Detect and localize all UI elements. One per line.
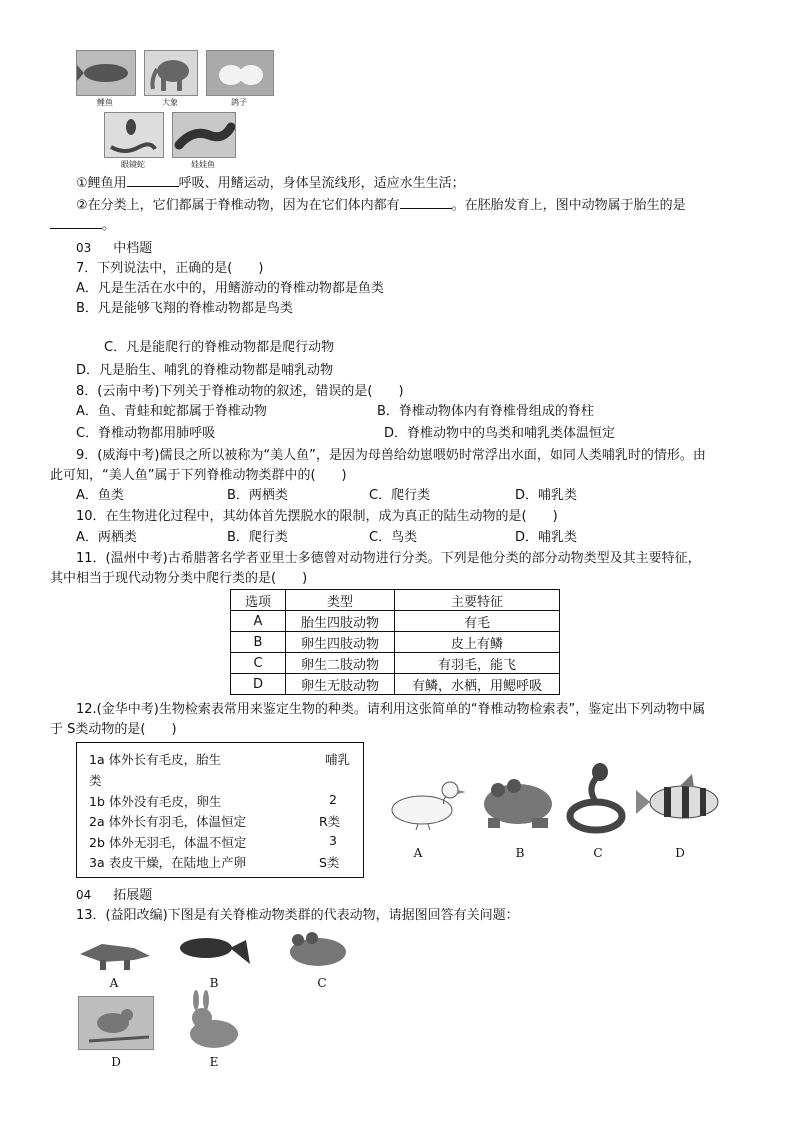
q6-line3: 。 [50, 216, 115, 235]
carp-image [76, 50, 136, 96]
key-row-result: 2 [329, 792, 337, 807]
table-row: A 胎生四肢动物 有毛 [231, 611, 560, 632]
giant-salamander-label: 娃娃鱼 [191, 160, 215, 169]
pigeon-label: 鸽子 [231, 98, 247, 107]
rabbit-image [180, 990, 248, 1052]
q6-line1: ①鲤鱼用 呼吸、用鳍运动，身体呈流线形，适应水生生活； [76, 176, 465, 191]
giant-salamander-image [172, 112, 236, 158]
option-label-a[interactable]: A [413, 846, 423, 860]
carp-image-2 [172, 928, 252, 974]
table-row: B 卵生四肢动物 皮上有鳞 [231, 632, 560, 653]
q13-label-e: E [209, 1055, 219, 1069]
pigeon-image [206, 50, 274, 96]
q10-option-b[interactable]: B．爬行类 [227, 530, 288, 545]
q9-option-a[interactable]: A．鱼类 [76, 488, 124, 503]
question-7-stem: 7．下列说法中，正确的是( ) [76, 261, 264, 276]
table-row: D 卵生无肢动物 有鳞，水栖，用鳃呼吸 [231, 674, 560, 695]
option-label-d[interactable]: D [675, 846, 685, 860]
answer-blank-3[interactable] [50, 216, 102, 229]
elephant-image [144, 50, 198, 96]
answer-blank-1[interactable] [127, 174, 179, 187]
q7-option-d[interactable]: D．凡是胎生、哺乳的脊椎动物都是哺乳动物 [76, 363, 334, 378]
question-10-stem: 10．在生物进化过程中，其幼体首先摆脱水的限制，成为真正的陆生动物的是( ) [76, 509, 558, 524]
question-12-line2: 于 S类动物的是( ) [50, 722, 177, 737]
key-row: 3a 表皮干燥，在陆地上产卵 [89, 855, 247, 870]
section-heading: 03 中档题 [76, 241, 153, 256]
question-11-line2: 其中相当于现代动物分类中爬行类的是( ) [50, 571, 308, 586]
q8-option-b[interactable]: B．脊椎动物体内有脊椎骨组成的脊柱 [377, 404, 594, 419]
snake-image [566, 762, 628, 836]
q9-option-b[interactable]: B．两栖类 [227, 488, 288, 503]
q8-option-d[interactable]: D．脊椎动物中的鸟类和哺乳类体温恒定 [384, 426, 616, 441]
key-row: 类 [89, 773, 102, 788]
question-12-line1: 12.(金华中考)生物检索表常用来鉴定生物的种类。请利用这张简单的“脊椎动物检索表”，鉴定出下列动物中属 [76, 702, 706, 717]
option-label-c[interactable]: C [593, 846, 603, 860]
duck-image [378, 772, 468, 832]
classification-table [230, 589, 560, 695]
q13-label-b: B [209, 976, 219, 990]
question-8-stem: 8．(云南中考)下列关于脊椎动物的叙述，错误的是( ) [76, 384, 404, 399]
elephant-label: 大象 [162, 98, 178, 107]
key-row-result: 哺乳 [325, 752, 351, 767]
fish-image [634, 770, 728, 836]
key-row: 1b 体外没有毛皮，卵生 [89, 794, 222, 809]
q10-option-a[interactable]: A．两栖类 [76, 530, 137, 545]
q9-option-d[interactable]: D．哺乳类 [515, 488, 578, 503]
q8-option-a[interactable]: A．鱼、青蛙和蛇都属于脊椎动物 [76, 404, 267, 419]
option-label-b[interactable]: B [515, 846, 525, 860]
cobra-label: 眼镜蛇 [121, 160, 145, 169]
question-9-line1: 9．(威海中考)儒艮之所以被称为“美人鱼”，是因为母兽给幼崽喂奶时常浮出水面，如同人类哺乳时的情形。由 [76, 448, 706, 463]
bird-image [78, 996, 154, 1050]
key-row: 2b 体外无羽毛，体温不恒定 [89, 835, 247, 850]
q13-label-c: C [317, 976, 327, 990]
section-heading: 04 拓展题 [76, 888, 153, 903]
key-row-result: 3 [329, 833, 337, 848]
q8-option-c[interactable]: C．脊椎动物都用肺呼吸 [76, 426, 216, 441]
q9-option-c[interactable]: C．爬行类 [369, 488, 431, 503]
q7-option-c[interactable]: C．凡是能爬行的脊椎动物都是爬行动物 [104, 340, 335, 355]
q13-label-d: D [111, 1055, 121, 1069]
table-row: C 卵生二肢动物 有羽毛，能飞 [231, 653, 560, 674]
vertebrate-key-box [76, 742, 364, 878]
answer-blank-2[interactable] [400, 196, 452, 209]
q7-option-b[interactable]: B．凡是能够飞翔的脊椎动物都是鸟类 [76, 301, 293, 316]
question-9-line2: 此可知，“美人鱼”属于下列脊椎动物类群中的( ) [50, 468, 347, 483]
key-row-result: S类 [319, 855, 340, 870]
question-11-line1: 11．(温州中考)古希腊著名学者亚里士多德曾对动物进行分类。下列是他分类的部分动物类型及其主要特征， [76, 551, 701, 566]
q13-label-a: A [109, 976, 119, 990]
frog-image [474, 770, 560, 836]
key-row: 1a 体外长有毛皮，胎生 [89, 752, 222, 767]
crocodile-image [76, 930, 152, 974]
q10-option-c[interactable]: C．鸟类 [369, 530, 418, 545]
q6-line2: ②在分类上，它们都属于脊椎动物，因为在它们体内都有 。在胚胎发育上，图中动物属于胎生的是 [76, 198, 686, 213]
carp-label: 鲤鱼 [97, 98, 113, 107]
cobra-image [104, 112, 164, 158]
frog-image-2 [282, 928, 350, 974]
q7-option-a[interactable]: A．凡是生活在水中的，用鳍游动的脊椎动物都是鱼类 [76, 281, 384, 296]
table-header-row: 选项 类型 主要特征 [231, 590, 560, 611]
key-row-result: R类 [319, 814, 341, 829]
key-row: 2a 体外长有羽毛，体温恒定 [89, 814, 247, 829]
question-13-stem: 13．(益阳改编)下图是有关脊椎动物类群的代表动物，请据图回答有关问题： [76, 908, 519, 923]
q10-option-d[interactable]: D．哺乳类 [515, 530, 578, 545]
